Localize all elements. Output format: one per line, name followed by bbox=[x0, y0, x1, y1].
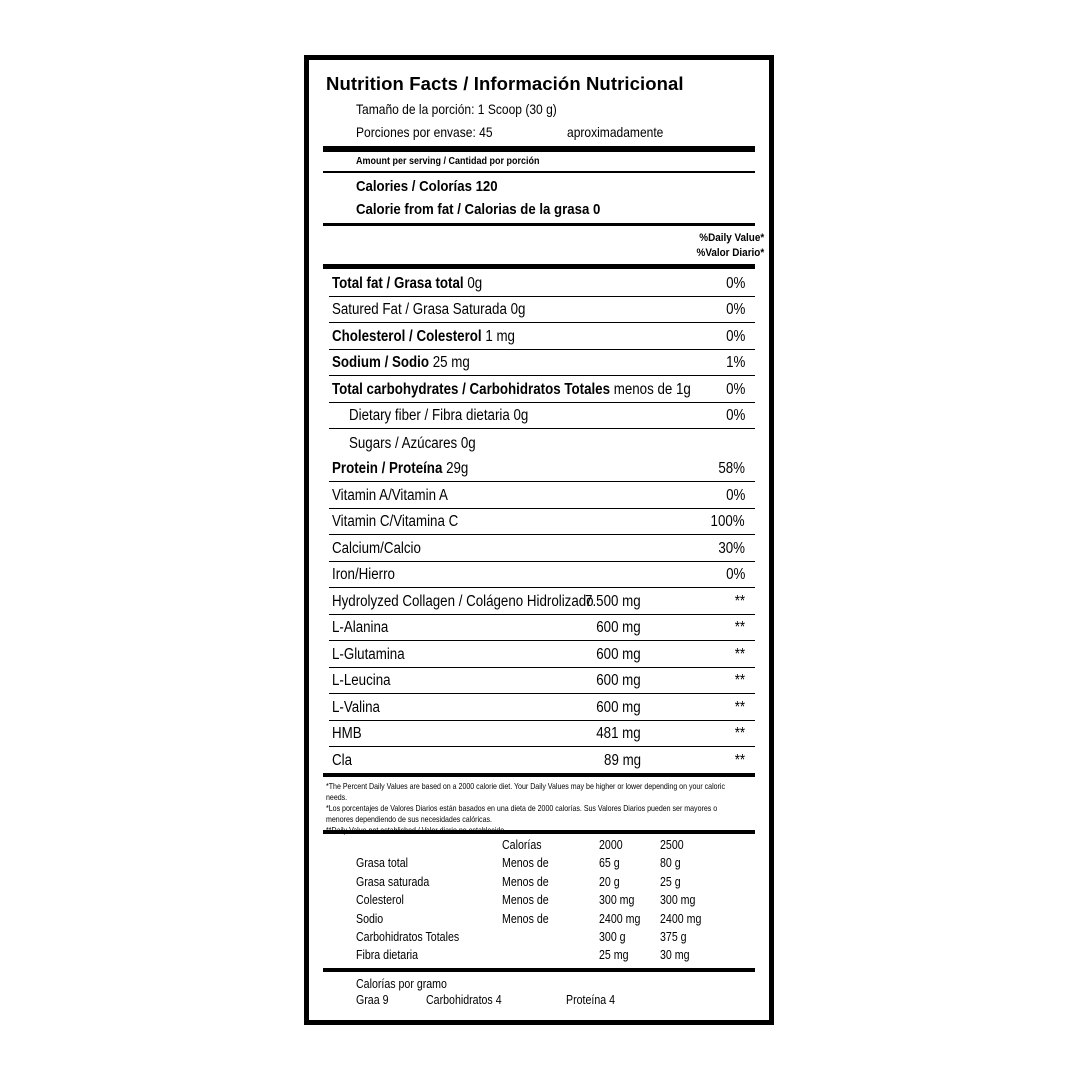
daily-value-percent: 30% bbox=[718, 539, 745, 557]
nutrient-label: Total fat / Grasa total bbox=[332, 274, 464, 292]
nutrient-name bbox=[332, 699, 380, 717]
nutrient-name bbox=[332, 275, 482, 293]
daily-value-percent: ** bbox=[734, 645, 745, 663]
daily-value-percent: 100% bbox=[710, 513, 745, 530]
nutrient-amount: 0g bbox=[467, 274, 483, 292]
nutrient-amount: 1 mg bbox=[485, 327, 515, 345]
nutrient-row bbox=[329, 270, 755, 297]
daily-value-percent: ** bbox=[734, 592, 745, 610]
nutrient-label: Total carbohydrates / Carbohidratos Totales bbox=[332, 380, 611, 398]
thick-divider bbox=[323, 264, 755, 269]
daily-value-percent: ** bbox=[734, 725, 745, 742]
reference-table-cell: Sodio bbox=[356, 911, 384, 926]
nutrient-amount: 29g bbox=[446, 460, 469, 477]
nutrient-label: L-Leucina bbox=[332, 672, 391, 689]
daily-value-percent: ** bbox=[734, 619, 745, 636]
nutrient-name bbox=[349, 407, 528, 425]
nutrient-label: Vitamin A/Vitamin A bbox=[332, 486, 448, 504]
thick-divider bbox=[323, 830, 755, 834]
reference-table-cell: 25 g bbox=[660, 874, 681, 889]
ingredient-row bbox=[329, 721, 755, 748]
nutrient-row bbox=[329, 562, 755, 589]
calories-per-gram-title: Calorías por gramo bbox=[356, 977, 447, 991]
nutrient-name bbox=[332, 301, 525, 319]
reference-table-header: Calorías bbox=[502, 838, 542, 852]
nutrient-label: Hydrolyzed Collagen / Colágeno Hidrolizado bbox=[332, 592, 594, 610]
nutrient-name bbox=[332, 593, 594, 611]
daily-value-percent: ** bbox=[734, 751, 745, 769]
daily-value-percent: ** bbox=[734, 698, 745, 716]
nutrient-name bbox=[332, 619, 388, 637]
nutrient-label: Dietary fiber / Fibra dietaria bbox=[349, 407, 510, 424]
reference-table-cell: 30 mg bbox=[660, 948, 690, 963]
servings-approx: aproximadamente bbox=[567, 124, 664, 140]
ingredient-amount: 600 mg bbox=[596, 619, 641, 636]
nutrient-row bbox=[329, 350, 755, 377]
ingredient-row bbox=[329, 747, 755, 774]
daily-value-es: %Valor Diario* bbox=[696, 247, 764, 259]
ingredient-amount: 600 mg bbox=[596, 698, 641, 716]
ingredient-amount: 600 mg bbox=[596, 672, 641, 689]
ingredient-amount: 600 mg bbox=[596, 645, 641, 663]
nutrient-label: L-Valina bbox=[332, 698, 380, 716]
reference-table-cell: Menos de bbox=[502, 893, 549, 908]
nutrient-name bbox=[332, 513, 458, 531]
daily-value-percent: 1% bbox=[725, 354, 745, 371]
nutrient-name bbox=[332, 328, 515, 346]
serving-size: Tamaño de la porción: 1 Scoop (30 g) bbox=[356, 101, 557, 117]
nutrient-name bbox=[332, 381, 691, 399]
nutrient-row bbox=[329, 297, 755, 324]
reference-table-cell: 2400 mg bbox=[660, 911, 702, 926]
medium-divider bbox=[323, 223, 755, 226]
reference-table-cell: Carbohidratos Totales bbox=[356, 930, 460, 944]
nutrient-amount: 0g bbox=[460, 434, 476, 452]
reference-table-cell: 300 g bbox=[599, 930, 626, 944]
nutrient-row bbox=[329, 535, 755, 562]
ingredient-row bbox=[329, 694, 755, 721]
nutrient-name bbox=[332, 646, 405, 664]
ingredient-row bbox=[329, 615, 755, 642]
nutrient-amount: 25 mg bbox=[432, 354, 470, 371]
daily-value-percent: 0% bbox=[725, 566, 745, 583]
daily-value-percent: 0% bbox=[725, 274, 745, 292]
nutrient-amount: menos de 1g bbox=[613, 380, 691, 398]
ingredient-row bbox=[329, 668, 755, 695]
servings-per-container: Porciones por envase: 45 bbox=[356, 124, 493, 140]
thick-divider bbox=[323, 773, 755, 777]
nutrient-name bbox=[332, 672, 391, 690]
daily-value-percent: 0% bbox=[725, 380, 745, 398]
nutrient-row bbox=[329, 429, 755, 456]
reference-table-cell: Fibra dietaria bbox=[356, 948, 419, 963]
calories-per-gram-protein: Proteína 4 bbox=[566, 993, 616, 1007]
reference-table-cell: 300 mg bbox=[660, 893, 696, 908]
reference-table-cell: 25 mg bbox=[599, 948, 629, 963]
nutrition-label bbox=[304, 55, 774, 1025]
reference-table-cell: Colesterol bbox=[356, 893, 404, 908]
reference-table-cell: Grasa saturada bbox=[356, 874, 430, 889]
nutrient-name bbox=[332, 540, 421, 558]
nutrient-row bbox=[329, 509, 755, 536]
nutrient-row bbox=[329, 456, 755, 483]
nutrient-name bbox=[332, 752, 352, 770]
nutrient-label: Vitamin C/Vitamina C bbox=[332, 513, 459, 530]
footnotes bbox=[326, 781, 730, 836]
nutrient-label: Protein / Proteína bbox=[332, 460, 443, 477]
ingredient-row bbox=[329, 641, 755, 668]
daily-value-header bbox=[696, 231, 764, 261]
reference-table-cell: 375 g bbox=[660, 930, 687, 944]
nutrient-name bbox=[332, 354, 470, 372]
nutrient-name bbox=[332, 566, 395, 584]
nutrient-name bbox=[349, 435, 476, 453]
label-title: Nutrition Facts / Información Nutricional bbox=[326, 73, 684, 94]
calories-per-gram-fat: Graa 9 bbox=[356, 993, 389, 1007]
reference-table-cell: Menos de bbox=[502, 856, 549, 871]
reference-table-cell: 2400 mg bbox=[599, 911, 641, 926]
daily-value-percent: 0% bbox=[725, 301, 745, 318]
nutrient-name bbox=[332, 725, 362, 743]
nutrient-label: Satured Fat / Grasa Saturada bbox=[332, 301, 507, 318]
nutrient-row bbox=[329, 376, 755, 403]
reference-table-cell: Menos de bbox=[502, 911, 549, 926]
nutrient-amount: 0g bbox=[510, 301, 526, 318]
nutrient-label: Iron/Hierro bbox=[332, 566, 395, 583]
nutrient-name bbox=[332, 487, 448, 505]
nutrient-label: L-Alanina bbox=[332, 619, 389, 636]
nutrient-label: L-Glutamina bbox=[332, 645, 405, 663]
footnote-es: *Los porcentajes de Valores Diarios están basados en una dieta de 2000 calorías. Sus Valores Diarios pueden ser mayores o menores dependiendo de sus necesidades calóricas. bbox=[326, 804, 718, 824]
reference-table-cell: Grasa total bbox=[356, 856, 408, 871]
ingredient-row bbox=[329, 588, 755, 615]
calories-from-fat: Calorie from fat / Calorias de la grasa 0 bbox=[356, 201, 601, 218]
nutrient-label: Calcium/Calcio bbox=[332, 539, 421, 557]
nutrient-name bbox=[332, 460, 468, 478]
ingredient-amount: 481 mg bbox=[596, 725, 641, 742]
reference-table-cell: 300 mg bbox=[599, 893, 635, 908]
thick-divider bbox=[323, 968, 755, 972]
nutrient-label: Sodium / Sodio bbox=[332, 354, 430, 371]
reference-table-header: 2500 bbox=[660, 838, 684, 852]
amount-per-serving: Amount per serving / Cantidad por porción bbox=[356, 156, 540, 167]
reference-table-cell: 20 g bbox=[599, 874, 620, 889]
reference-table-header: 2000 bbox=[599, 838, 623, 852]
daily-value-percent: 58% bbox=[718, 460, 745, 477]
daily-value-percent: 0% bbox=[725, 407, 745, 424]
nutrient-row bbox=[329, 403, 755, 430]
nutrient-row bbox=[329, 323, 755, 350]
nutrient-amount: 0g bbox=[513, 407, 529, 424]
nutrient-label: HMB bbox=[332, 725, 362, 742]
daily-value-percent: 0% bbox=[725, 486, 745, 504]
nutrient-row bbox=[329, 482, 755, 509]
ingredient-amount: 7.500 mg bbox=[585, 592, 641, 610]
calories-per-gram-carbs: Carbohidratos 4 bbox=[426, 993, 502, 1007]
daily-value-percent: 0% bbox=[725, 327, 745, 345]
reference-table-cell: 65 g bbox=[599, 856, 620, 871]
reference-table-cell: 80 g bbox=[660, 856, 681, 871]
divider bbox=[323, 171, 755, 173]
nutrient-label: Cla bbox=[332, 751, 353, 769]
thick-divider bbox=[323, 146, 755, 152]
daily-value-percent: ** bbox=[734, 672, 745, 689]
nutrient-label: Cholesterol / Colesterol bbox=[332, 327, 482, 345]
reference-table-cell: Menos de bbox=[502, 874, 549, 889]
nutrient-label: Sugars / Azúcares bbox=[349, 434, 458, 452]
daily-value-en: %Daily Value* bbox=[699, 232, 764, 244]
footnote-en: *The Percent Daily Values are based on a 2000 calorie diet. Your Daily Values may be higher or lower depending on your caloric needs. bbox=[326, 782, 725, 802]
ingredient-amount: 89 mg bbox=[603, 751, 641, 769]
calories: Calories / Colorías 120 bbox=[356, 178, 498, 195]
